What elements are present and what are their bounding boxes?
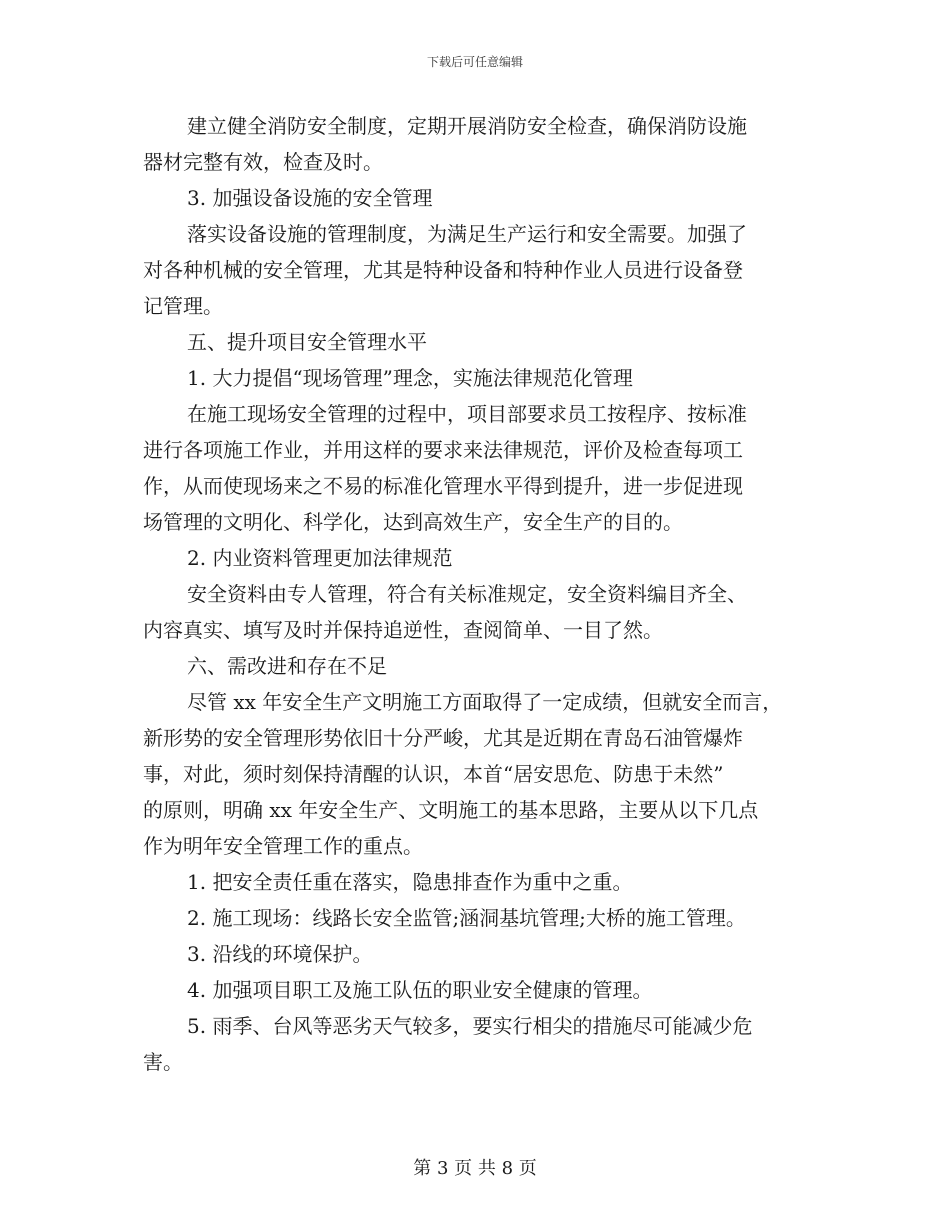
paragraph-line: 对各种机械的安全管理，尤其是特种设备和特种作业人员进行设备登 — [143, 258, 743, 282]
paragraph-line: 作，从而使现场来之不易的标准化管理水平得到提升，进一步促进现 — [143, 474, 743, 498]
paragraph-line: 尽管 xx 年安全生产文明施工方面取得了一定成绩，但就安全而言， — [187, 690, 783, 714]
list-item: 3. 沿线的环境保护。 — [187, 942, 373, 966]
list-item: 害。 — [143, 1050, 183, 1074]
section-heading: 五、提升项目安全管理水平 — [187, 330, 427, 354]
subheading-line: 1. 大力提倡“现场管理”理念，实施法律规范化管理 — [187, 366, 633, 390]
list-item: 5. 雨季、台风等恶劣天气较多，要实行相尖的措施尽可能减少危 — [187, 1014, 753, 1038]
list-item: 4. 加强项目职工及施工队伍的职业安全健康的管理。 — [187, 978, 653, 1002]
paragraph-line: 的原则，明确 xx 年安全生产、文明施工的基本思路，主要从以下几点 — [143, 798, 759, 822]
paragraph-line: 作为明年安全管理工作的重点。 — [143, 834, 423, 858]
list-item: 1. 把安全责任重在落实，隐患排查作为重中之重。 — [187, 870, 633, 894]
section-heading: 六、需改进和存在不足 — [187, 654, 387, 678]
page-number-footer: 第 3 页 共 8 页 — [413, 1158, 537, 1179]
page-header-note: 下载后可任意编辑 — [426, 55, 523, 69]
document-body — [143, 108, 813, 1080]
paragraph-line: 进行各项施工作业，并用这样的要求来法律规范，评价及检查每项工 — [143, 438, 743, 462]
subheading-line: 3. 加强设备设施的安全管理 — [187, 186, 433, 210]
paragraph-line: 场管理的文明化、科学化，达到高效生产，安全生产的目的。 — [143, 510, 683, 534]
paragraph-line: 建立健全消防安全制度，定期开展消防安全检查，确保消防设施 — [187, 114, 747, 138]
paragraph-line: 落实设备设施的管理制度，为满足生产运行和安全需要。加强了 — [187, 222, 747, 246]
paragraph-line: 内容真实、填写及时并保持追逆性，查阅简单、一目了然。 — [143, 618, 663, 642]
list-item: 2. 施工现场：线路长安全监管;涵洞基坑管理;大桥的施工管理。 — [187, 906, 746, 930]
paragraph-line: 器材完整有效，检查及时。 — [143, 150, 383, 174]
paragraph-line: 新形势的安全管理形势依旧十分严峻，尤其是近期在青岛石油管爆炸 — [143, 726, 743, 750]
paragraph-line: 事，对此，须时刻保持清醒的认识，本首“居安思危、防患于未然” — [143, 762, 724, 786]
paragraph-line: 在施工现场安全管理的过程中，项目部要求员工按程序、按标准 — [187, 402, 747, 426]
subheading-line: 2. 内业资料管理更加法律规范 — [187, 546, 453, 570]
paragraph-line: 安全资料由专人管理，符合有关标准规定，安全资料编目齐全、 — [187, 582, 747, 606]
paragraph-line: 记管理。 — [143, 294, 223, 318]
